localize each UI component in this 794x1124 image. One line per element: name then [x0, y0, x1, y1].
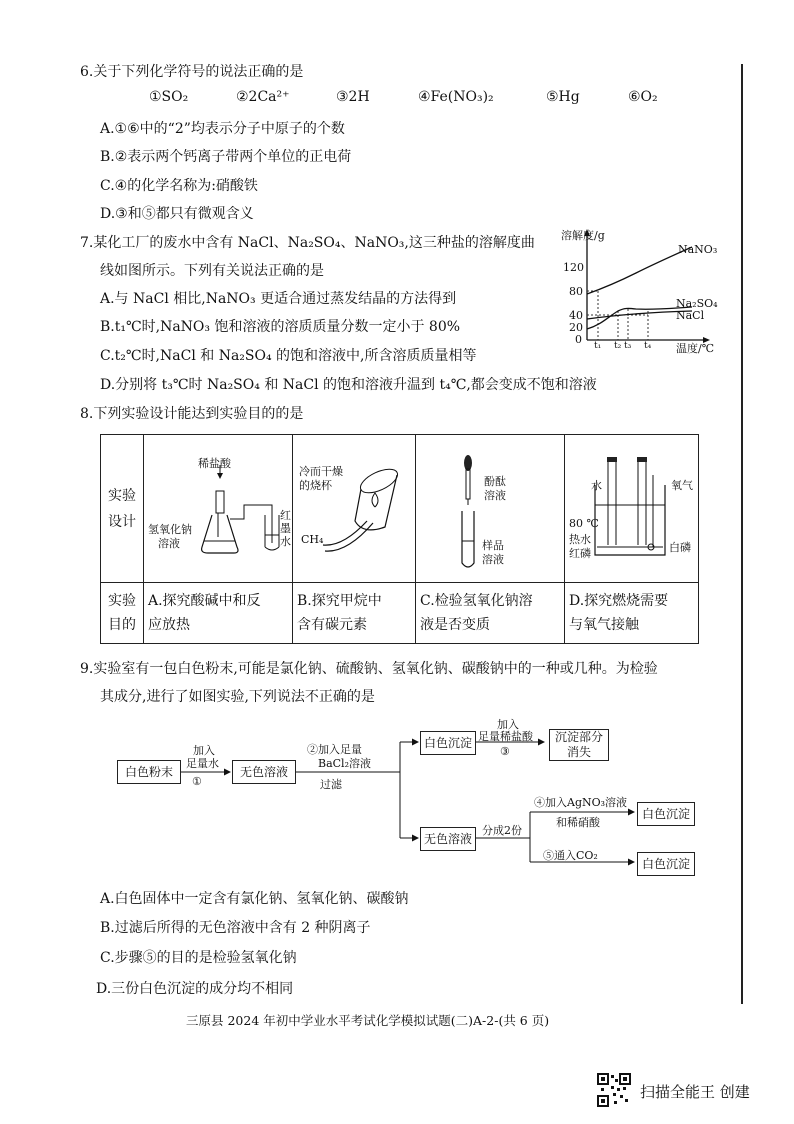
label-naoh-solution: 溶液 — [158, 537, 180, 550]
experiment-table — [100, 434, 699, 644]
graph-label-nano3: NaNO₃ — [678, 243, 718, 256]
label-red-ink — [280, 509, 290, 548]
purpose-b — [293, 583, 416, 644]
label-ch4: CH₄ — [301, 533, 324, 546]
purpose-c-line2: 液是否变质 — [420, 617, 490, 633]
curve-nano3 — [587, 247, 692, 294]
q9-option-a: A.白色固体中一定含有氯化钠、氢氧化钠、碳酸钠 — [100, 891, 409, 907]
qr-code-icon — [597, 1073, 631, 1107]
box-white-precipitate-1: 白色沉淀 — [420, 731, 476, 755]
design-header — [101, 435, 144, 583]
graph-ytick-120: 120 — [563, 261, 584, 274]
split-label: 分成2份 — [482, 824, 522, 837]
label-sample-solution: 溶液 — [482, 553, 504, 566]
step3-label-1: 加入 — [497, 718, 519, 731]
box-white-powder: 白色粉末 — [117, 760, 181, 784]
purpose-header — [101, 583, 144, 644]
q6-symbol-1: ①SO₂ — [149, 89, 189, 105]
step1-number: ① — [192, 775, 202, 788]
purpose-a-line2: 应放热 — [148, 617, 190, 633]
graph-ytick-80: 80 — [569, 285, 583, 298]
purpose-d-line1: D.探究燃烧需要 — [569, 593, 669, 609]
q6-option-a: A.①⑥中的“2”均表示分子中原子的个数 — [100, 121, 345, 137]
graph-ytick-20: 20 — [569, 321, 583, 334]
q9-stem-line1: 9.实验室有一包白色粉末,可能是氯化钠、硫酸钠、氢氧化钠、碳酸钠中的一种或几种。为检验 — [80, 661, 658, 677]
q7-option-c: C.t₂℃时,NaCl 和 Na₂SO₄ 的饱和溶液中,所含溶质质量相等 — [100, 348, 477, 364]
graph-label-nacl: NaCl — [676, 309, 705, 322]
design-row — [101, 435, 699, 583]
label-red-ink-3: 水 — [280, 535, 291, 548]
label-hot-water: 热水 — [569, 533, 591, 546]
step2-label-1: ②加入足量 — [307, 743, 362, 756]
purpose-b-line1: B.探究甲烷中 — [297, 593, 382, 609]
label-phenolphthalein: 酚酞 — [484, 475, 506, 488]
graph-label-na2so4: Na₂SO₄ — [676, 297, 718, 310]
q7-stem-line1: 7.某化工厂的废水中含有 NaCl、Na₂SO₄、NaNO₃,这三种盐的溶解度曲 — [80, 235, 535, 251]
box-colorless-solution: 无色溶液 — [232, 760, 296, 784]
label-dilute-hcl: 稀盐酸 — [198, 457, 231, 470]
q6-symbol-5: ⑤Hg — [546, 89, 580, 105]
box-white-precipitate-2: 白色沉淀 — [637, 802, 695, 826]
q6-option-b: B.②表示两个钙离子带两个单位的正电荷 — [100, 149, 352, 165]
box-partial-dissolve — [549, 729, 609, 761]
step3-number: ③ — [500, 745, 510, 758]
scanner-watermark: 扫描全能王 创建 — [640, 1083, 750, 1101]
q6-symbol-4: ④Fe(NO₃)₂ — [418, 89, 494, 105]
label-phenolphthalein-solution: 溶液 — [484, 489, 506, 502]
q6-stem: 6.关于下列化学符号的说法正确的是 — [80, 64, 304, 80]
graph-xlabel: 温度/℃ — [676, 342, 715, 355]
purpose-d-line2: 与氧气接触 — [569, 617, 639, 633]
purpose-a-line1: A.探究酸碱中和反 — [148, 593, 261, 609]
purpose-c-line1: C.检验氢氧化钠溶 — [420, 593, 533, 609]
figure-d-cell — [565, 435, 699, 583]
graph-xtick-t2: t₂ — [614, 341, 622, 351]
figure-b-cell — [293, 435, 416, 583]
step5-label: ⑤通入CO₂ — [543, 849, 598, 862]
q9-stem-line2: 其成分,进行了如图实验,下列说法不正确的是 — [100, 689, 375, 705]
q6-option-d: D.③和⑤都只有微观含义 — [100, 206, 254, 222]
step4-label-2: 和稀硝酸 — [556, 816, 600, 829]
graph-ylabel: 溶解度/g — [561, 229, 605, 242]
label-oxygen: 氧气 — [671, 479, 693, 492]
step4-label-1: ④加入AgNO₃溶液 — [534, 796, 628, 809]
step1-label-2: 足量水 — [186, 757, 219, 770]
design-header-line2: 设计 — [108, 513, 136, 530]
q6-symbol-2: ②2Ca²⁺ — [236, 89, 290, 105]
q6-option-c: C.④的化学名称为:硝酸铁 — [100, 178, 258, 194]
step2-label-2: BaCl₂溶液 — [318, 757, 371, 770]
purpose-header-line2: 目的 — [108, 617, 136, 633]
label-80c: 80 ℃ — [569, 517, 599, 530]
graph-xtick-t4: t₄ — [644, 341, 652, 351]
design-header-line1: 实验 — [108, 487, 136, 504]
figure-b — [293, 435, 413, 581]
label-red-ink-2: 墨 — [280, 522, 291, 535]
q9-option-b: B.过滤后所得的无色溶液中含有 2 种阴离子 — [100, 920, 371, 936]
purpose-row — [101, 583, 699, 644]
step2-filter: 过滤 — [320, 778, 342, 791]
purpose-a — [144, 583, 293, 644]
partial-line2: 消失 — [566, 745, 591, 759]
label-water: 水 — [591, 479, 602, 492]
purpose-c — [416, 583, 565, 644]
q9-option-c: C.步骤⑤的目的是检验氢氧化钠 — [100, 950, 297, 966]
step3-label-2: 足量稀盐酸 — [478, 730, 533, 743]
graph-xtick-t3: t₃ — [624, 341, 632, 351]
figure-a-cell — [144, 435, 293, 583]
purpose-d — [565, 583, 699, 644]
label-red-phosphorus: 红磷 — [569, 547, 591, 560]
q7-option-d: D.分别将 t₃℃时 Na₂SO₄ 和 NaCl 的饱和溶液升温到 t₄℃,都会变成不饱和溶液 — [100, 377, 597, 393]
q6-symbol-6: ⑥O₂ — [628, 89, 658, 105]
graph-xtick-t1: t₁ — [594, 341, 602, 351]
box-colorless-solution-2: 无色溶液 — [420, 827, 476, 851]
step1-label-1: 加入 — [193, 744, 215, 757]
label-white-phosphorus: 白磷 — [669, 541, 691, 554]
q9-option-d: D.三份白色沉淀的成分均不相同 — [96, 981, 294, 997]
graph-ytick-40: 40 — [569, 309, 583, 322]
label-cold-dry: 冷而干燥 — [299, 465, 343, 478]
label-sample: 样品 — [482, 539, 504, 552]
box-white-precipitate-3: 白色沉淀 — [637, 852, 695, 876]
margin-line — [741, 64, 743, 1004]
graph-ytick-0: 0 — [575, 333, 582, 346]
q7-option-b: B.t₁℃时,NaNO₃ 饱和溶液的溶质质量分数一定小于 80% — [100, 319, 461, 335]
partial-line1: 沉淀部分 — [554, 730, 603, 744]
q6-symbol-3: ③2H — [336, 89, 370, 105]
purpose-header-line1: 实验 — [108, 593, 136, 609]
label-red-ink-1: 红 — [280, 509, 291, 522]
q7-option-a: A.与 NaCl 相比,NaNO₃ 更适合通过蒸发结晶的方法得到 — [100, 291, 457, 307]
q8-stem: 8.下列实验设计能达到实验目的的是 — [80, 406, 304, 422]
page-footer: 三原县 2024 年初中学业水平考试化学模拟试题(二)A-2-(共 6 页) — [186, 1013, 550, 1028]
label-naoh: 氢氧化钠 — [148, 523, 192, 536]
label-beaker: 的烧杯 — [299, 479, 332, 492]
q7-stem-line2: 线如图所示。下列有关说法正确的是 — [100, 263, 324, 279]
purpose-b-line2: 含有碳元素 — [297, 617, 367, 633]
figure-c-cell — [416, 435, 565, 583]
